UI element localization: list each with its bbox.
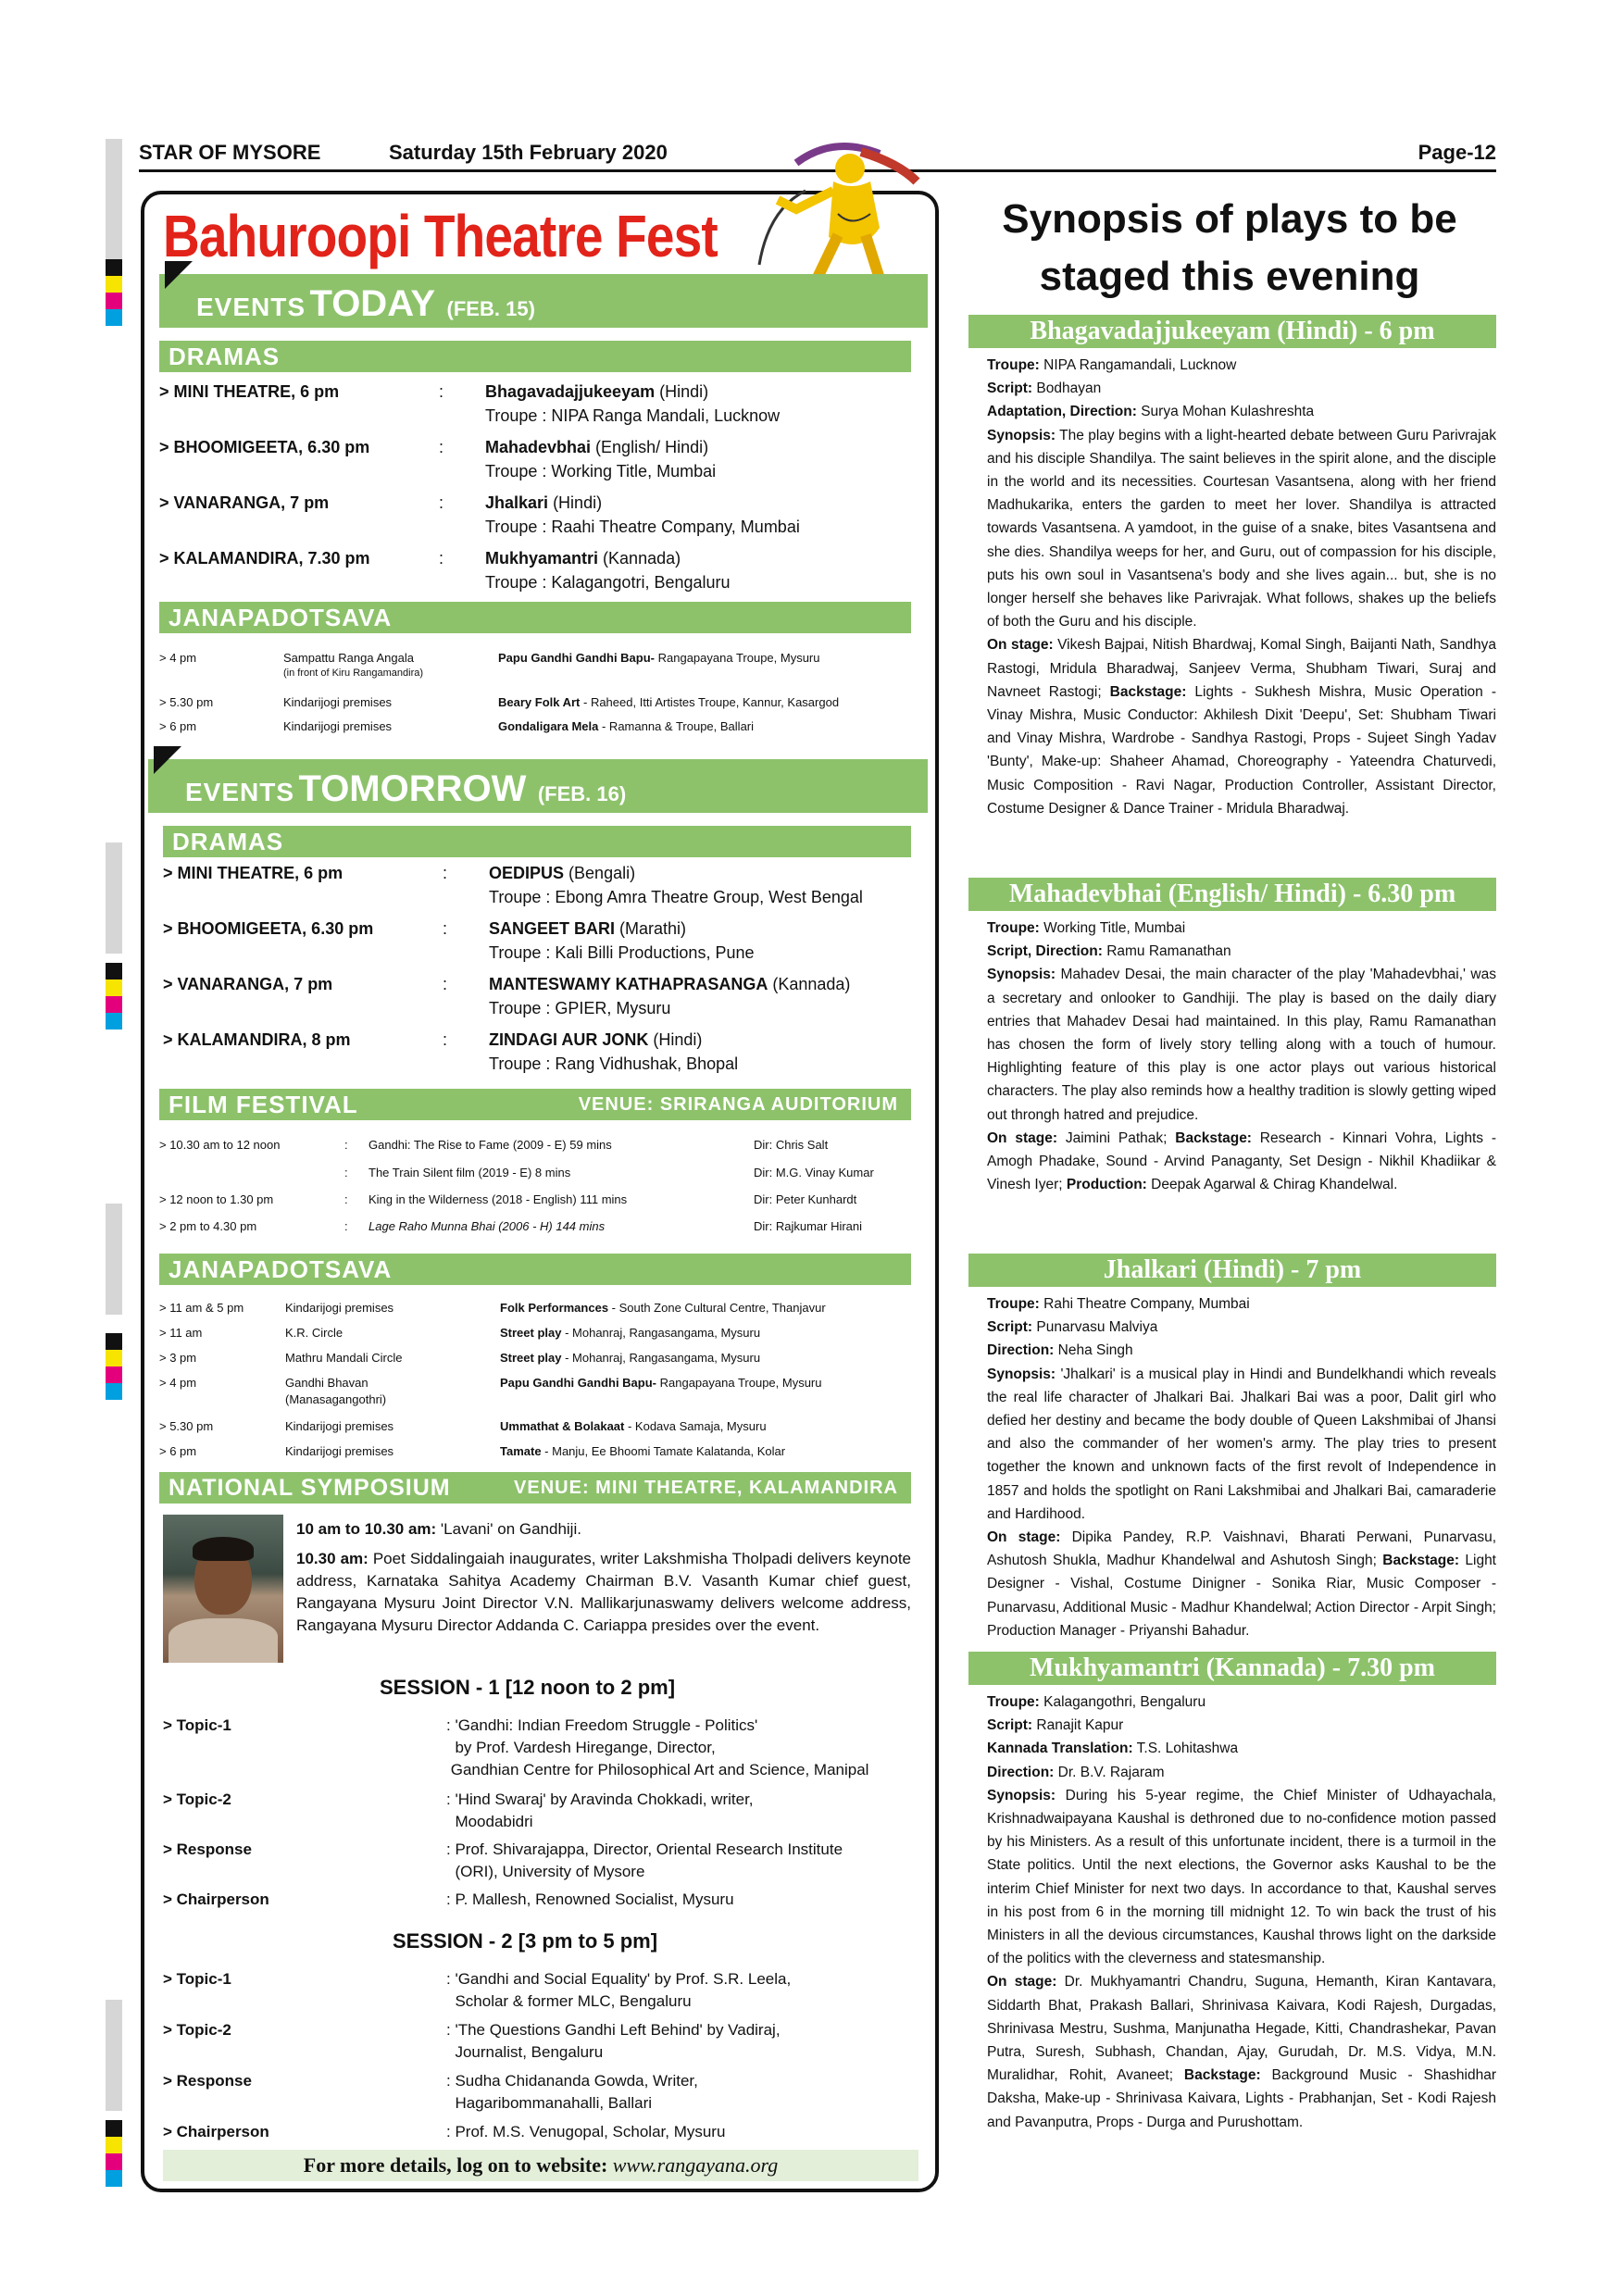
registration-yellow [106,980,122,996]
tomorrow-janapadotsava-heading: JANAPADOTSAVA [159,1254,911,1285]
tomorrow-dramas-heading: DRAMAS [163,826,911,857]
registration-cyan [106,309,122,326]
symposium-heading: NATIONAL SYMPOSIUM VENUE: MINI THEATRE, KALAMANDIRA [159,1472,911,1504]
play-band-mukhyamantri: Mukhyamantri (Kannada) - 7.30 pm [968,1652,1496,1685]
registration-cyan [106,1013,122,1029]
registration-black [106,2120,122,2137]
registration-cyan [106,1383,122,1400]
corner-triangle [165,261,193,289]
events-word: EVENTS [196,293,306,321]
film-venue: VENUE: SRIRANGA AUDITORIUM [578,1094,898,1115]
today-dramas-heading: DRAMAS [159,341,911,372]
registration-magenta [106,996,122,1013]
registration-black [106,963,122,980]
session1-heading: SESSION - 1 [12 noon to 2 pm] [380,1676,676,1699]
registration-magenta [106,2153,122,2170]
registration-yellow [106,2137,122,2153]
symposium-line2: 10.30 am: Poet Siddalingaiah inaugurates, writer Lakshmisha Tholpadi delivers keynote address, Karnataka Sahitya Academy Chairman B.V. Vasanth Kumar chief guest, Rangayana Mysuru Joint Director V.N. Mallikarjunaswamy delivers welcome address, Rangayana Mysuru Director Addanda C. Cariappa presides over the event. [296,1550,911,1634]
website-footer: For more details, log on to website: www.rangayana.org [163,2150,918,2181]
symposium-line1: 10 am to 10.30 am: 'Lavani' on Gandhiji. [296,1520,581,1538]
synopsis-title: Synopsis of plays to be staged this evening [1002,196,1457,299]
events-tomorrow-heading: TOMORROW [298,768,527,809]
events-tomorrow-band [148,759,928,813]
page-number: Page-12 [1418,141,1496,164]
issue-date: Saturday 15th February 2020 [389,141,668,164]
synopsis-mukhyamantri: Troupe: Kalagangothri, Bengaluru Script: Ranajit Kapur Kannada Translation: T.S. Lohitashwa Direction: Dr. B.V. Rajaram Synopsis: During his 5-year regime, the Chief Minister of Udhayachala, Krishnadwaipayana Kaushal is dethroned due to no-confidence motion passed by his Ministers. As a result of this unfortunate incident, there is a turmoil in the State politics. Until the next elections, the Governor asks Kaushal to be the interim Chief Minister for next two days. In accordance to that, Kaushal serves in his post from 6 in the morning till midnight 12. To win back the trust of his Ministers in all the devious circumstances, Kaushal throws light on the darkside of the politics with the cleverness and statesmanship. On stage: Dr. Mukhyamantri Chandru, Suguna, Hemanth, Kiran Kantavara, Siddarth Bhat, Prakash Ballari, Shrinivasa Kaivara, Kodi Rajesh, Durgadas, Shrinivasa Mestru, Sushma, Manjunatha Hegade, Kitti, Chandrashekar, Pavan Putra, Suresh, Subhash, Chandan, Ajay, Gurudah, Dr. M.S. Vidya, M.N. Muralidhar, Rohit, Avaneet; Backstage: Background Music - Shashidhar Daksha, Make-up - Shrinivasa Kaivara, Lights - Prabhanjan, Set - Kodi Rajesh and Pavanputra, Props - Durga and Purushottam. [987,1694,1496,2130]
speaker-photo [163,1515,283,1663]
today-janapadotsava-heading: JANAPADOTSAVA [159,602,911,633]
registration-grey-bar [106,2000,122,2111]
events-word: EVENTS [185,778,295,806]
events-today-date: (FEB. 15) [446,297,535,320]
events-today-heading: TODAY [309,283,436,324]
events-tomorrow-date: (FEB. 16) [537,782,627,805]
registration-magenta [106,293,122,309]
website-link[interactable]: www.rangayana.org [612,2153,779,2177]
play-band-mahadevbhai: Mahadevbhai (English/ Hindi) - 6.30 pm [968,878,1496,911]
play-band-jhalkari: Jhalkari (Hindi) - 7 pm [968,1254,1496,1287]
play-band-bhagavadajjukeeyam: Bhagavadajjukeeyam (Hindi) - 6 pm [968,315,1496,348]
registration-black [106,259,122,276]
registration-grey-bar [106,842,122,954]
registration-black [106,1333,122,1350]
symposium-venue: VENUE: MINI THEATRE, KALAMANDIRA [514,1478,898,1498]
session2-heading: SESSION - 2 [3 pm to 5 pm] [393,1929,658,1953]
registration-grey-bar [106,139,122,259]
corner-triangle [154,746,181,774]
registration-yellow [106,1350,122,1366]
synopsis-jhalkari: Troupe: Rahi Theatre Company, Mumbai Script: Punarvasu Malviya Direction: Neha Singh Synopsis: 'Jhalkari' is a musical play in Hindi and Bundelkhandi which reveals the real life character of Jhalkari Bai. Jhalkari Bai was a poor, Dalit girl who defied her destiny and became the body double of Queen Lakshmibai of Jhansi and also the commander of her women's army. The play tries to present together the known and unknown facts of the first revolt of Independence in 1857 and holds the spotlight on Rani Lakshmibai and Jhalkari Bai, camaraderie and Hardihood. On stage: Dipika Pandey, R.P. Vaishnavi, Bharati Perwani, Punarvasu, Ashutosh Shukla, Madhur Khandelwal and Ashutosh Singh; Backstage: Light Designer - Vishal, Costume Dinigner - Sonika Riar, Music Composer - Punarvasu, Additional Music - Madhur Khandelwal; Action Director - Arpit Singh; Production Manager - Priyanshi Bahadur. [987,1296,1496,1639]
newspaper-name: STAR OF MYSORE [139,141,321,164]
film-festival-heading: FILM FESTIVAL VENUE: SRIRANGA AUDITORIUM [159,1089,911,1120]
synopsis-mahadevbhai: Troupe: Working Title, Mumbai Script, Direction: Ramu Ramanathan Synopsis: Mahadev Desai, the main character of the play 'Mahadevbhai,' was a secretary and onlooker to Gandhiji. The play is based on the daily diary entries that Mahadev Desai had maintained. In this play, Ramu Ramanathan has chosen the form of lively story telling along with a touch of humour. Highlighting feature of this play is one actor plays out various historical characters. The play also reminds how a healthy tradition is slowly getting wiped out throngh hatred and prejudice. On stage: Jaimini Pathak; Backstage: Research - Kinnari Vohra, Lights - Amogh Phadake, Sound - Arvind Panaganty, Set Design - Nikhil Khadiikar & Vinesh Iyer; Production: Deepak Agarwal & Chirag Khandelwal. [987,920,1496,1193]
synopsis-bhagavadajjukeeyam: Troupe: NIPA Rangamandali, Lucknow Script: Bodhayan Adaptation, Direction: Surya Mohan Kulashreshta Synopsis: The play begins with a light-hearted debate between Guru Parivrajak and his disciple Shandilya. The saint believes in the spirit alone, and the disciple in the world and its necessities. Courtesan Vasantsena, along with her friend Madhukarika, enters the garden to meet her lover. Shandilya is attracted towards Vasantsena. A yamdoot, in the guise of a snake, bites Vasantsena and she dies. Shandilya weeps for her, and Guru, out of compassion for his disciple, puts his own soul in Vasantsena's body and she lives again... but, she is no longer herself she behaves like Parivrajak. What follows, shakes up the beliefs of both the Guru and his disciple. On stage: Vikesh Bajpai, Nitish Bhardwaj, Komal Singh, Baijanti Nath, Sandhya Rastogi, Mridula Bharadwaj, Sanjeev Verma, Shubham Tiwari, Suraj and Navneet Rastogi; Backstage: Lights - Sukhesh Mishra, Music Operation - Vinay Mishra, Music Conductor: Akhilesh Dixit 'Deepu', Set: Shubham Tiwari and Vinay Mishra, Wardrobe - Sandhya Rastogi, Props - Sujeet Singh Yadav 'Bunty', Make-up: Shaheer Ahamad, Choreography - Yateendra Chaturvedi, Music Composition - Ravi Nagar, Production Controller, Assistant Director, Costume Designer & Dance Trainer - Mridula Bharadwaj. [987,357,1496,817]
registration-magenta [106,1366,122,1383]
events-today-band [159,274,928,328]
registration-grey-bar [106,1204,122,1315]
fest-title: Bahuroopi Theatre Fest [163,203,718,269]
registration-yellow [106,276,122,293]
registration-cyan [106,2170,122,2187]
